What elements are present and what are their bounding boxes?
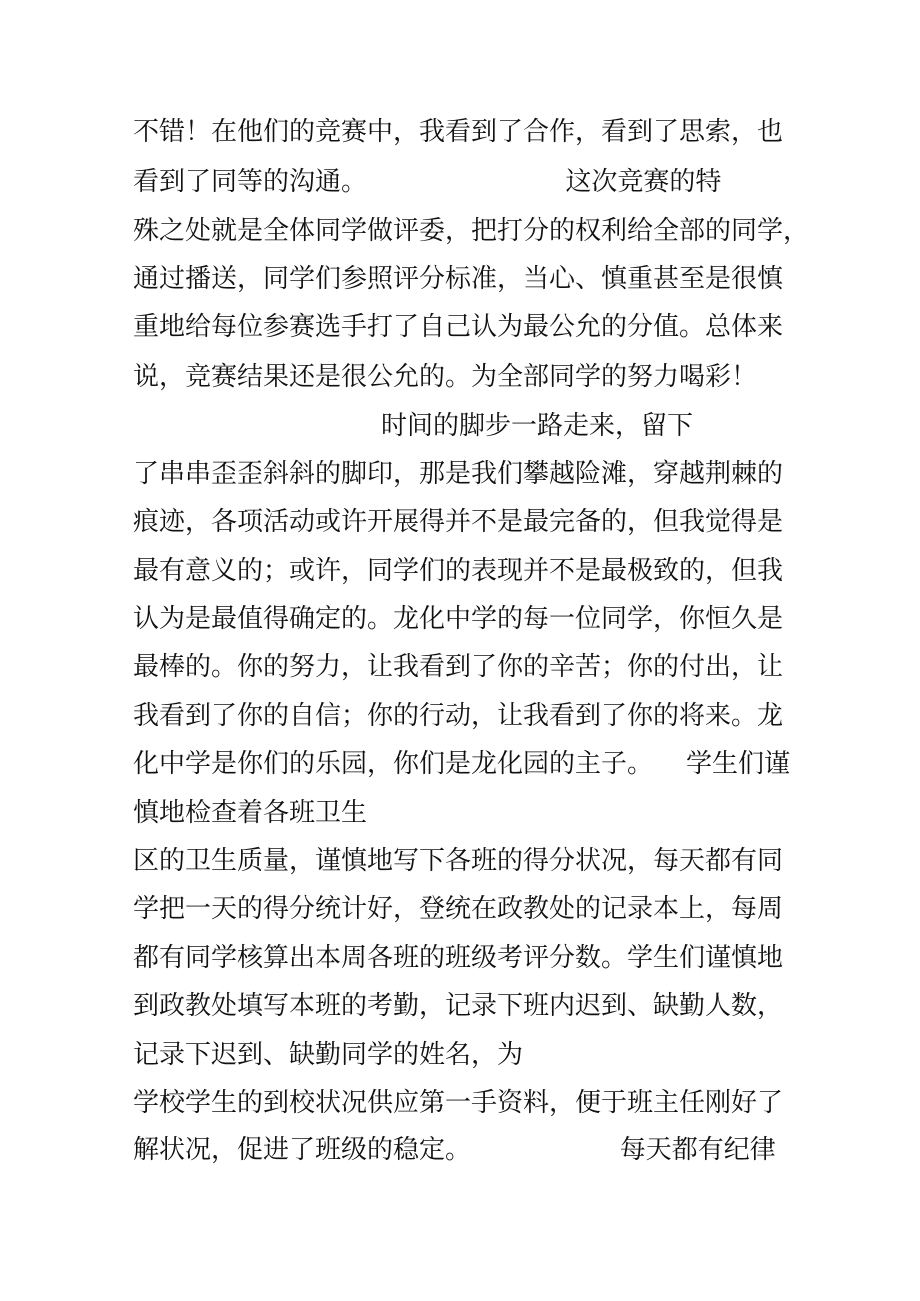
text-line: 殊之处就是全体同学做评委，把打分的权利给全部的同学，	[133, 216, 810, 246]
text-line: 解状况，促进了班级的稳定。 每天都有纪律	[133, 1135, 776, 1165]
text-line: 学校学生的到校状况供应第一手资料，便于班主任刚好了	[133, 1088, 784, 1118]
text-line: 区的卫生质量，谨慎地写下各班的得分状况，每天都有同	[133, 846, 784, 876]
text-line: 我看到了你的自信；你的行动，让我看到了你的将来。龙	[133, 701, 784, 731]
text-line: 看到了同等的沟通。 这次竞赛的特	[133, 167, 722, 197]
text-line: 到政教处填写本班的考勤，记录下班内迟到、缺勤人数，	[133, 991, 784, 1021]
text-line: 学把一天的得分统计好，登统在政教处的记录本上，每周	[133, 894, 784, 924]
text-line: 记录下迟到、缺勤同学的姓名，为	[133, 1040, 524, 1070]
text-line: 重地给每位参赛选手打了自己认为最公允的分值。总体来	[133, 312, 784, 342]
text-line: 痕迹，各项活动或许开展得并不是最完备的，但我觉得是	[133, 507, 784, 537]
text-line: 都有同学核算出本周各班的班级考评分数。学生们谨慎地	[133, 943, 784, 973]
text-line: 认为是最值得确定的。龙化中学的每一位同学，你恒久是	[133, 604, 784, 634]
text-line: 了串串歪歪斜斜的脚印，那是我们攀越险滩，穿越荆棘的	[133, 459, 784, 489]
text-line: 不错！在他们的竞赛中，我看到了合作，看到了思索，也	[133, 117, 784, 147]
text-line: 时间的脚步一路走来，留下	[133, 411, 693, 441]
text-line: 化中学是你们的乐园，你们是龙化园的主子。 学生们谨	[133, 749, 791, 779]
text-line: 慎地检查着各班卫生	[133, 798, 368, 828]
text-line: 说，竞赛结果还是很公允的。为全部同学的努力喝彩！	[133, 362, 758, 392]
text-line: 最有意义的；或许，同学们的表现并不是最极致的，但我	[133, 556, 784, 586]
text-line: 通过播送，同学们参照评分标准，当心、慎重甚至是很慎	[133, 264, 784, 294]
text-line: 最棒的。你的努力，让我看到了你的辛苦；你的付出，让	[133, 652, 784, 682]
